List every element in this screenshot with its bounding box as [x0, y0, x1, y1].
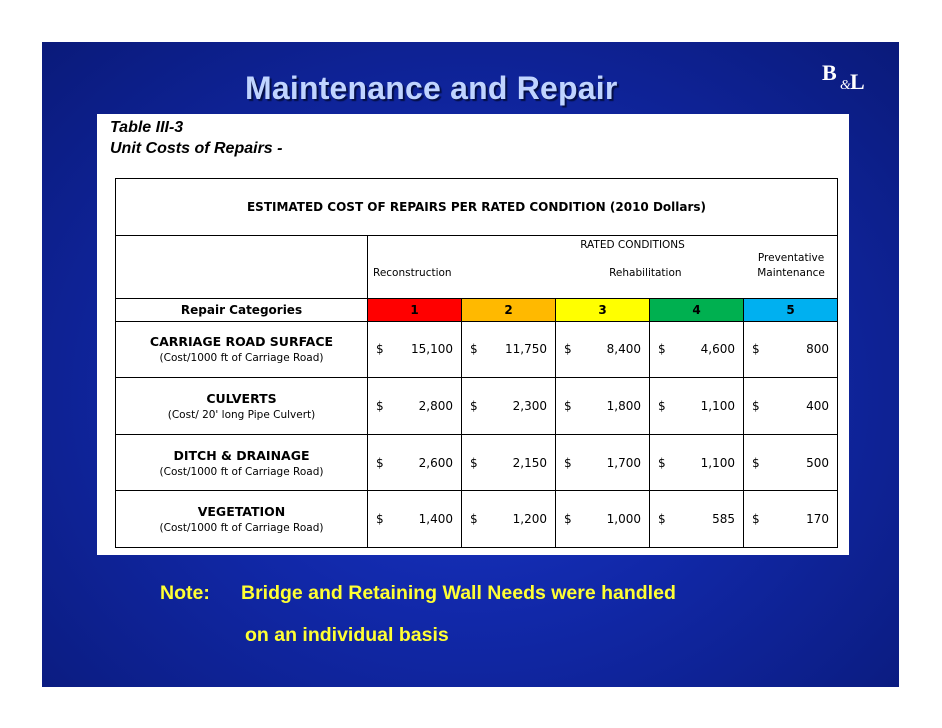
repair-category-unit: (Cost/1000 ft of Carriage Road): [159, 352, 324, 365]
cost-value: 1,700: [606, 455, 641, 470]
level-label: 5: [786, 302, 795, 317]
cost-value: 1,400: [418, 512, 453, 527]
cost-cell: [556, 378, 650, 435]
cost-cell: [462, 378, 556, 435]
rated-conditions-header: [368, 235, 838, 299]
repair-categories-header: Repair Categories: [116, 299, 368, 321]
condition-level-5: [744, 299, 838, 321]
cost-cell: [556, 321, 650, 378]
currency-symbol: $: [752, 512, 760, 527]
cost-cell: [368, 321, 462, 378]
cost-cell: [744, 434, 838, 491]
repair-category-cell: [116, 491, 368, 548]
condition-level-1: [368, 299, 462, 321]
condition-level-4: [650, 299, 744, 321]
cost-value: 500: [806, 455, 830, 470]
cost-cell: [650, 378, 744, 435]
currency-symbol: $: [564, 455, 572, 470]
repair-category-unit: (Cost/ 20' long Pipe Culvert): [167, 408, 316, 421]
preventative-line2: Maintenance: [757, 266, 825, 279]
currency-symbol: $: [564, 398, 572, 413]
cost-value: 585: [712, 512, 735, 527]
repair-category-cell: [116, 434, 368, 491]
currency-symbol: $: [658, 342, 666, 357]
cost-rows: [116, 321, 838, 547]
cost-cell: [744, 378, 838, 435]
cost-value: 4,600: [700, 342, 735, 357]
cost-value: 8,400: [606, 342, 641, 357]
cost-cell: [368, 491, 462, 548]
currency-symbol: $: [470, 398, 478, 413]
cost-value: 11,750: [505, 342, 547, 357]
currency-symbol: $: [658, 455, 666, 470]
currency-symbol: $: [470, 455, 478, 470]
repair-category-name: CARRIAGE ROAD SURFACE: [149, 334, 334, 350]
repair-category-cell: [116, 378, 368, 435]
table-row: [116, 378, 838, 435]
repair-category-unit: (Cost/1000 ft of Carriage Road): [159, 522, 324, 535]
table-heading: ESTIMATED COST OF REPAIRS PER RATED CONDITION (2010 Dollars): [116, 179, 838, 236]
repair-category-name: DITCH & DRAINAGE: [173, 447, 310, 463]
cost-value: 1,100: [700, 455, 735, 470]
level-label: 3: [598, 302, 607, 317]
rated-conditions-label: RATED CONDITIONS: [580, 238, 685, 251]
cost-value: 15,100: [411, 342, 453, 357]
currency-symbol: $: [470, 342, 478, 357]
table-row: [116, 321, 838, 378]
currency-symbol: $: [564, 512, 572, 527]
cost-value: 1,800: [606, 398, 641, 413]
reconstruction-label: Reconstruction: [373, 266, 452, 279]
cost-cell: [462, 491, 556, 548]
table-caption: Unit Costs of Repairs -: [110, 140, 283, 157]
currency-symbol: $: [658, 512, 666, 527]
preventative-line1: Preventative: [757, 251, 825, 264]
cost-value: 400: [806, 398, 830, 413]
slide-title: Maintenance and Repair: [245, 70, 618, 106]
cost-value: 170: [806, 512, 830, 527]
preventative-maintenance-label: [749, 251, 833, 281]
cost-cell: [462, 321, 556, 378]
repair-category-name: CULVERTS: [206, 390, 277, 406]
cost-cell: [556, 491, 650, 548]
cost-value: 2,600: [418, 455, 453, 470]
level-label: 1: [410, 302, 419, 317]
currency-symbol: $: [658, 398, 666, 413]
repair-cost-table: [115, 178, 838, 548]
cost-cell: [744, 491, 838, 548]
cost-cell: [650, 491, 744, 548]
currency-symbol: $: [376, 512, 384, 527]
currency-symbol: $: [376, 455, 384, 470]
cost-cell: [650, 434, 744, 491]
cost-cell: [744, 321, 838, 378]
table-number: Table III-3: [110, 119, 184, 136]
currency-symbol: $: [752, 455, 760, 470]
cost-cell: [650, 321, 744, 378]
cost-value: 2,150: [512, 455, 547, 470]
level-label: 4: [692, 302, 701, 317]
rehabilitation-label: Rehabilitation: [609, 266, 682, 279]
cost-cell: [368, 434, 462, 491]
svg-text:B: B: [822, 60, 837, 85]
cost-cell: [556, 434, 650, 491]
cost-cell: [462, 434, 556, 491]
note-label: Note:: [160, 582, 210, 604]
svg-text:L: L: [850, 69, 865, 94]
cost-value: 2,300: [512, 398, 547, 413]
condition-level-3: [556, 299, 650, 321]
note-line1: Bridge and Retaining Wall Needs were handled: [241, 582, 676, 604]
company-logo: [818, 58, 884, 96]
repair-category-cell: [116, 321, 368, 378]
cost-value: 1,200: [512, 512, 547, 527]
currency-symbol: $: [752, 342, 760, 357]
svg-text:&: &: [840, 78, 851, 93]
repair-category-unit: (Cost/1000 ft of Carriage Road): [159, 465, 324, 478]
repair-category-name: VEGETATION: [197, 504, 286, 520]
cost-cell: [368, 378, 462, 435]
cost-value: 1,100: [700, 398, 735, 413]
currency-symbol: $: [376, 342, 384, 357]
condition-level-2: [462, 299, 556, 321]
table-row: [116, 491, 838, 548]
cost-value: 2,800: [418, 398, 453, 413]
table-row: [116, 434, 838, 491]
cost-value: 1,000: [606, 512, 641, 527]
currency-symbol: $: [564, 342, 572, 357]
empty-header-cell: [116, 235, 368, 299]
currency-symbol: $: [376, 398, 384, 413]
level-label: 2: [504, 302, 513, 317]
currency-symbol: $: [470, 512, 478, 527]
note-line2: on an individual basis: [245, 624, 449, 646]
currency-symbol: $: [752, 398, 760, 413]
cost-value: 800: [806, 342, 830, 357]
